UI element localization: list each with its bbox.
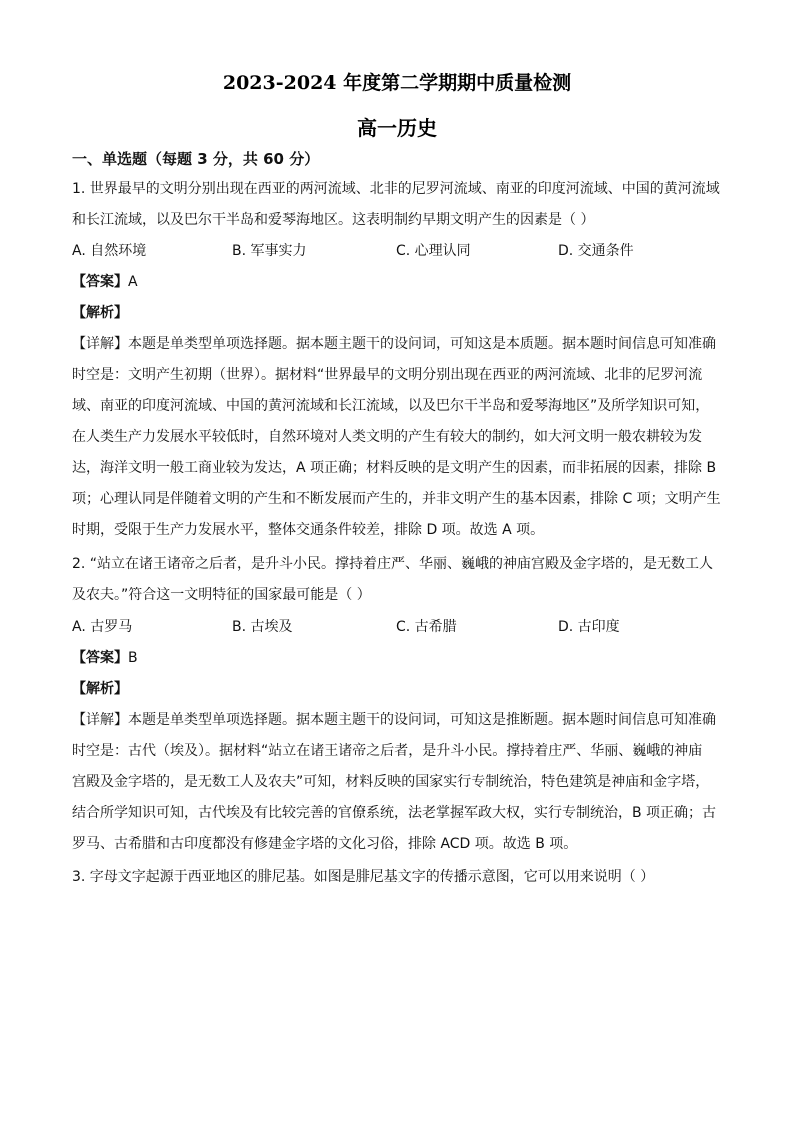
question-1-stem-line: 1. 世界最早的文明分别出现在西亚的两河流域、北非的尼罗河流域、南亚的印度河流域、中国的黄河流域 — [72, 181, 720, 197]
question-1-option-d: D. 交通条件 — [558, 243, 634, 259]
question-1-analysis-label — [72, 298, 128, 329]
detail-line: 时空是：古代（埃及）。据材料“站立在诸王诸帝之后者，是升斗小民。撑持着庄严、华丽、巍峨的神庙 — [72, 743, 703, 759]
question-3-stem-line: 3. 字母文字起源于西亚地区的腓尼基。如图是腓尼基文字的传播示意图，它可以用来说明（ ） — [72, 869, 655, 885]
question-2-analysis-label — [72, 674, 128, 705]
question-1-stem — [72, 174, 722, 236]
detail-line: 罗马、古希腊和古印度都没有修建金字塔的文化习俗，排除 ACD 项。故选 B 项。 — [72, 836, 578, 852]
answer-value: B — [128, 650, 138, 666]
detail-line: 在人类生产力发展水平较低时，自然环境对人类文明的产生有较大的制约，如大河文明一般农耕较为发 — [72, 429, 702, 445]
question-2-stem-line: 2. “站立在诸王诸帝之后者，是升斗小民。撑持着庄严、华丽、巍峨的神庙宫殿及金字塔的，是无数工人 — [72, 556, 714, 572]
detail-line: 【详解】本题是单类型单项选择题。据本题主题干的设问词，可知这是推断题。据本题时间信息可知准确 — [72, 712, 716, 728]
detail-line: 域、南亚的印度河流域、中国的黄河流域和长江流域，以及巴尔干半岛和爱琴海地区”及所学知识可知， — [72, 398, 710, 414]
question-2-option-b: B. 古埃及 — [232, 619, 293, 635]
detail-line: 项；心理认同是伴随着文明的产生和不断发展而产生的，并非文明产生的基本因素，排除 C 项；文明产生 — [72, 491, 721, 507]
question-3-stem — [72, 862, 722, 893]
question-2-option-d: D. 古印度 — [558, 619, 620, 635]
question-2-stem-line: 及农夫。”符合这一文明特征的国家最可能是（ ） — [72, 587, 371, 603]
answer-value: A — [128, 274, 138, 290]
detail-line: 【详解】本题是单类型单项选择题。据本题主题干的设问词，可知这是本质题。据本题时间信息可知准确 — [72, 336, 716, 352]
analysis-label: 【解析】 — [72, 305, 128, 321]
detail-line: 时期，受限于生产力发展水平，整体交通条件较差，排除 D 项。故选 A 项。 — [72, 522, 545, 538]
question-1-answer — [72, 267, 138, 298]
detail-line: 达，海洋文明一般工商业较为发达，A 项正确；材料反映的是文明产生的因素，而非拓展的因素，排除 B — [72, 460, 717, 476]
detail-line: 结合所学知识可知，古代埃及有比较完善的官僚系统，法老掌握军政大权，实行专制统治，B 项正确；古 — [72, 805, 717, 821]
exam-subject: 高一历史 — [357, 116, 437, 140]
question-2-option-c: C. 古希腊 — [396, 619, 457, 635]
answer-label: 【答案】 — [72, 274, 128, 290]
answer-label: 【答案】 — [72, 650, 128, 666]
question-2-answer — [72, 643, 138, 674]
question-1-stem-line: 和长江流域，以及巴尔干半岛和爱琴海地区。这表明制约早期文明产生的因素是（ ） — [72, 212, 595, 228]
question-1-option-a: A. 自然环境 — [72, 243, 147, 259]
question-1-options — [72, 236, 722, 267]
section-heading: 一、单选题（每题 3 分，共 60 分） — [72, 150, 320, 168]
question-2-options — [72, 612, 722, 643]
question-2-option-a: A. 古罗马 — [72, 619, 133, 635]
detail-line: 时空是：文明产生初期（世界）。据材料“世界最早的文明分别出现在西亚的两河流域、北非的尼罗河流 — [72, 367, 703, 383]
analysis-label: 【解析】 — [72, 681, 128, 697]
question-1-option-c: C. 心理认同 — [396, 243, 471, 259]
detail-line: 宫殿及金字塔的，是无数工人及农夫”可知，材料反映的国家实行专制统治，特色建筑是神庙和金字塔， — [72, 774, 710, 790]
question-1-option-b: B. 军事实力 — [232, 243, 307, 259]
question-1-detail — [72, 329, 722, 546]
question-2-detail — [72, 705, 722, 860]
exam-title: 2023-2024 年度第二学期期中质量检测 — [222, 72, 572, 94]
question-2-stem — [72, 549, 722, 611]
